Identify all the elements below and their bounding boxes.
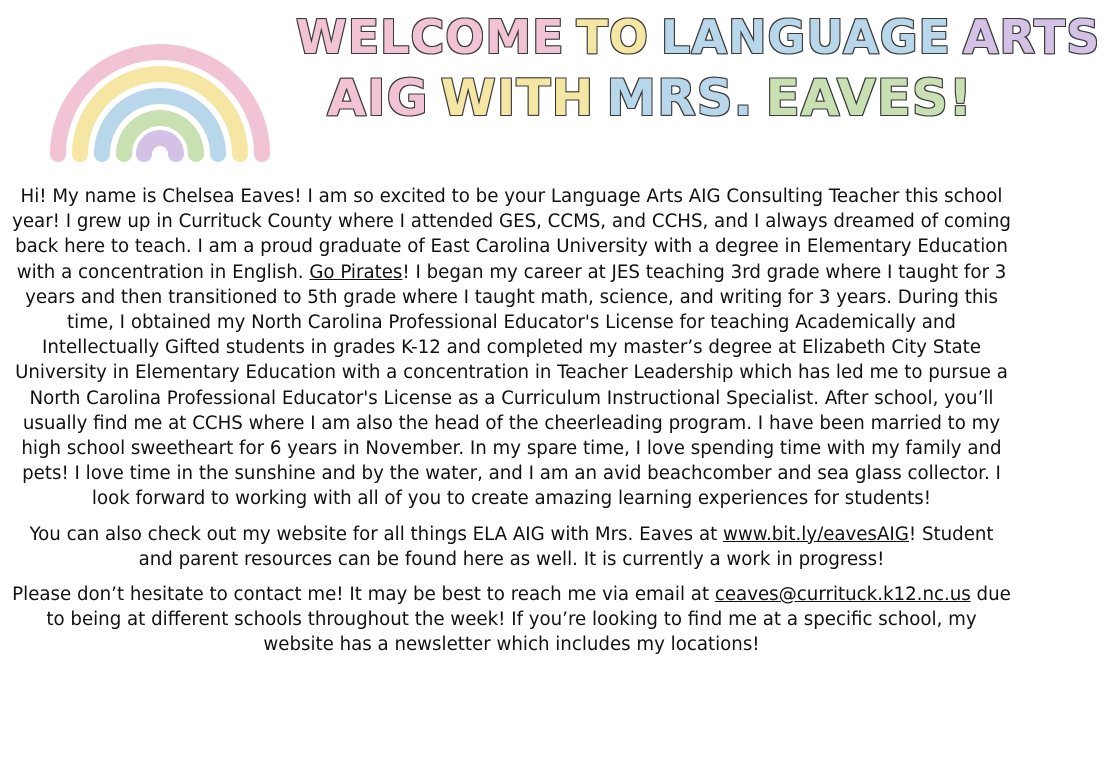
intro-paragraph bbox=[10, 184, 1013, 512]
body-content bbox=[10, 184, 1013, 668]
website-text: ! Student and parent resources can be found here as well. It is currently a work in progress! bbox=[138, 523, 994, 570]
title-word: WITH bbox=[440, 68, 595, 127]
title-word: TO bbox=[576, 10, 650, 64]
title-word: MRS. bbox=[606, 68, 754, 127]
title-word: EAVES! bbox=[765, 68, 973, 127]
title-line-2 bbox=[290, 70, 1010, 126]
website-paragraph bbox=[10, 522, 1013, 572]
title-word: ARTS bbox=[962, 10, 1101, 64]
website-link[interactable]: www.bit.ly/eavesAIG bbox=[723, 523, 909, 545]
intro-text: ! I began my career at JES teaching 3rd grade where I taught for 3 years and then transitioned to 5th grade where I taught math, science, and writing for 3 years. During this time, I obtained my North Carolina Professional Educator's License for teaching Academically and Intellectually Gifted students in grades K-12 and completed my master’s degree at Elizabeth City State University in Elementary Education with a concentration in Teacher Leadership which has led me to pursue a North Carolina Professional Educator's License as a Curriculum Instructional Specialist. After school, you’ll usually find me at CCHS where I am also the head of the cheerleading program. I have been married to my high school sweetheart for 6 years in November. In my spare time, I love spending time with my family and pets! I love time in the sunshine and by the water, and I am an avid beachcomber and sea glass collector. I look forward to working with all of you to create amazing learning experiences for students! bbox=[15, 261, 1008, 510]
title-word: AIG bbox=[327, 68, 429, 127]
page-title bbox=[290, 10, 1101, 127]
go-pirates-link[interactable]: Go Pirates bbox=[309, 261, 403, 283]
title-word: WELCOME bbox=[296, 10, 565, 64]
contact-paragraph bbox=[10, 582, 1013, 658]
website-text: You can also check out my website for all things ELA AIG with Mrs. Eaves at bbox=[29, 523, 724, 545]
intro-text: Hi! My name is Chelsea Eaves! I am so excited to be your Language Arts AIG Consulting Teacher this school year! I grew up in Currituck County where I attended GES, CCMS, and CCHS, and I always dreamed of coming back here to teach. I am a proud graduate of East Carolina University with a degree in Elementary Education with a concentration in English. bbox=[12, 186, 1011, 283]
rainbow-arc-purple bbox=[144, 138, 176, 154]
email-link[interactable]: ceaves@currituck.k12.nc.us bbox=[714, 584, 971, 606]
rainbow-icon bbox=[40, 4, 280, 164]
contact-text: Please don’t hesitate to contact me! It may be best to reach me via email at bbox=[12, 584, 715, 606]
title-word: LANGUAGE bbox=[661, 10, 951, 64]
contact-text: due to being at different schools throughout the week! If you’re looking to find me at a specific school, my website has a newsletter which includes my locations! bbox=[46, 584, 1011, 656]
title-line-1 bbox=[290, 10, 1101, 64]
